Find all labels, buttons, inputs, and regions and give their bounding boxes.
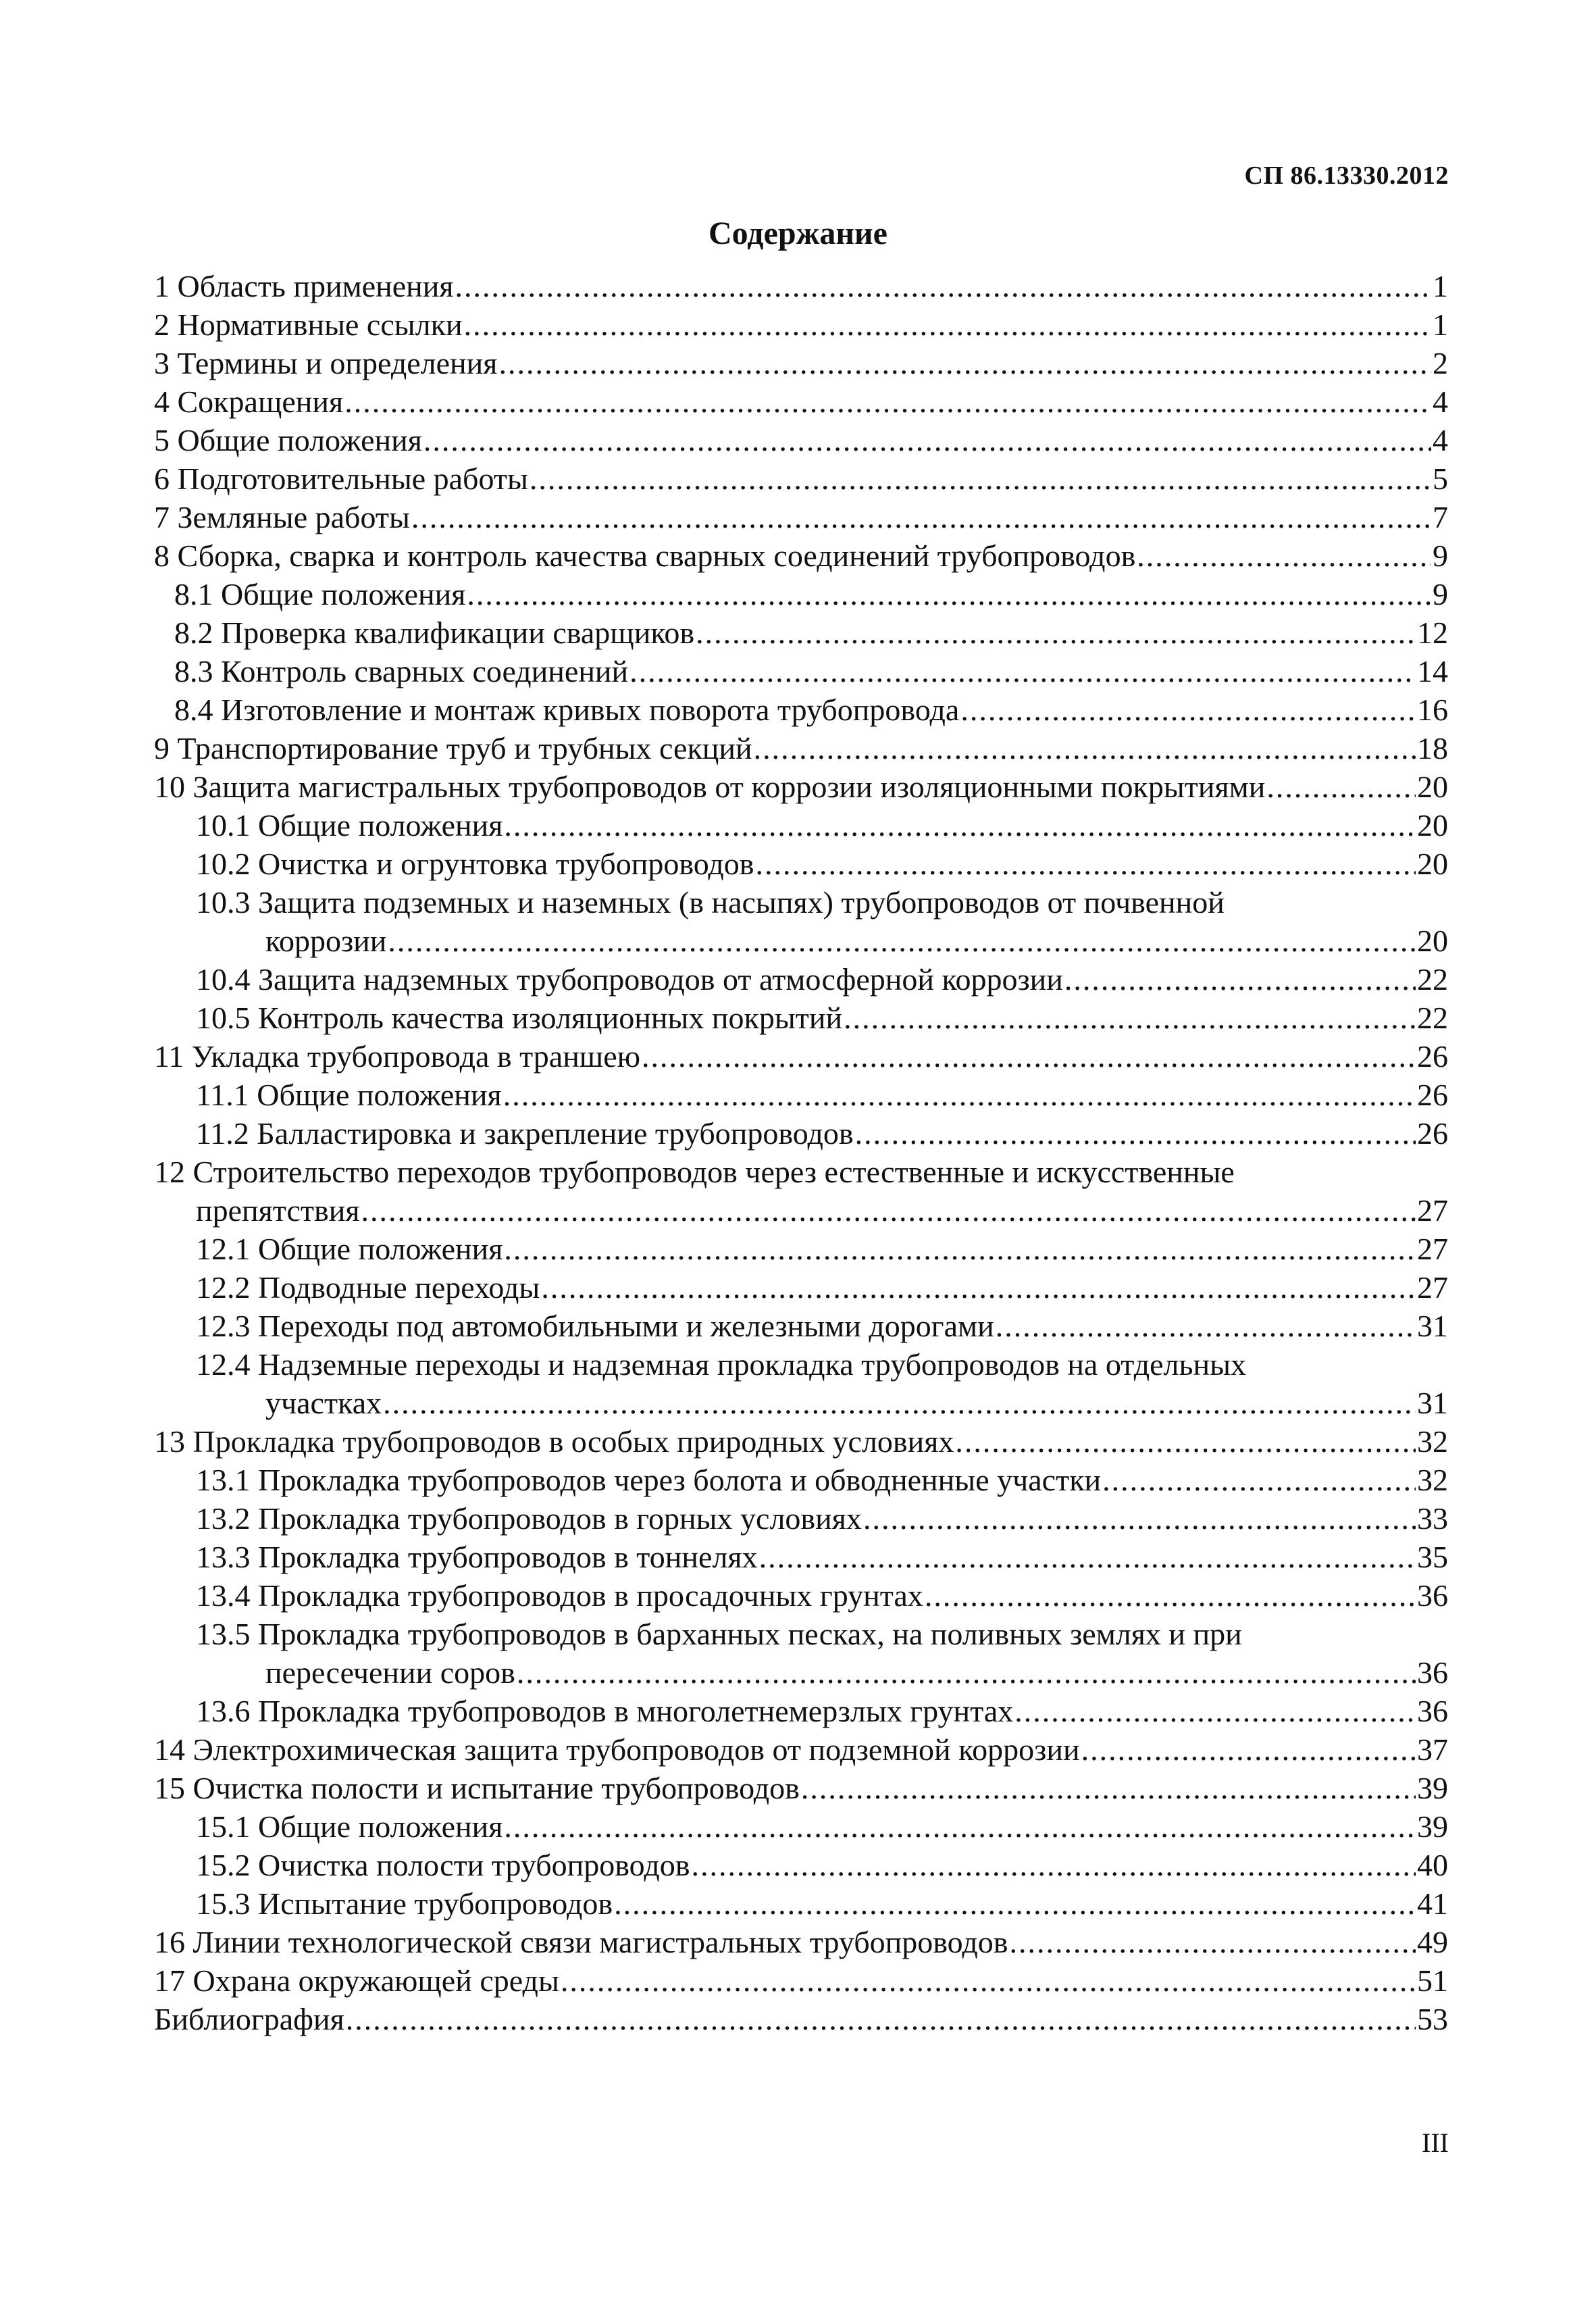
toc-entry-title: 9 Транспортирование труб и трубных секций [154,731,752,765]
toc-entry [154,1076,1448,1114]
toc-page-number: 20 [1417,808,1448,842]
toc-entry [154,1191,1448,1230]
document-code: СП 86.13330.2012 [1244,161,1449,190]
dot-leader [467,575,1431,613]
toc-entry [154,1653,1448,1692]
toc-page-number: 51 [1417,1963,1448,1998]
dot-leader [388,922,1416,960]
dot-leader [504,806,1416,845]
toc-page-number: 2 [1433,346,1448,380]
dot-leader [996,1307,1416,1345]
toc-entry [154,845,1448,883]
toc-page-number: 27 [1417,1232,1448,1266]
dot-leader [344,382,1431,421]
toc-entry [154,1846,1448,1884]
toc-page-number: 9 [1433,577,1448,611]
toc-page-number: 36 [1417,1694,1448,1728]
toc-page-number: 16 [1417,693,1448,727]
dot-leader [614,1884,1416,1923]
toc-entry-title: 13 Прокладка трубопроводов в особых природных условиях [154,1424,954,1459]
dot-leader [361,1191,1416,1230]
dot-leader [1009,1923,1416,1961]
toc-entry [154,1345,1448,1384]
dot-leader [754,729,1416,768]
toc-page-number: 12 [1417,615,1448,650]
dot-leader [504,1807,1416,1846]
toc-entry [154,652,1448,690]
toc-entry [154,421,1448,459]
toc-entry-title: 12.2 Подводные переходы [196,1270,540,1305]
toc-page-number: 27 [1417,1193,1448,1228]
toc-page-number: 26 [1417,1078,1448,1112]
dot-leader [960,690,1416,729]
toc-entry-title: Библиография [154,2002,344,2036]
toc-entry [154,883,1448,922]
dot-leader [541,1268,1416,1307]
toc-page-number: 41 [1417,1886,1448,1921]
toc-entry-title: 10.1 Общие положения [196,808,503,842]
toc-entry [154,344,1448,382]
toc-title: Содержание [709,216,887,251]
dot-leader [1266,768,1416,806]
dot-leader [1014,1692,1416,1730]
dot-leader [756,845,1416,883]
dot-leader [561,1961,1416,2000]
toc-entry-title: 10.2 Очистка и огрунтовка трубопроводов [196,847,754,881]
toc-entry [154,768,1448,806]
toc-entry [154,690,1448,729]
dot-leader [517,1653,1416,1692]
toc-entry [154,1268,1448,1307]
toc-entry-title: 13.1 Прокладка трубопроводов через болота и обводненные участки [196,1463,1102,1497]
toc-entry [154,382,1448,421]
toc-entry-title: 2 Нормативные ссылки [154,307,463,342]
toc-entry-title: 13.4 Прокладка трубопроводов в просадочных грунтах [196,1578,923,1613]
toc-page-number: 49 [1417,1925,1448,1959]
toc-entry [154,1114,1448,1153]
toc-entry [154,1730,1448,1769]
toc-page-number: 31 [1417,1386,1448,1420]
toc-page-number: 1 [1433,307,1448,342]
toc-page-number: 27 [1417,1270,1448,1305]
toc-entry-title: 12 Строительство переходов трубопроводов через естественные и искусственные [154,1155,1235,1189]
toc-entry-title: 8 Сборка, сварка и контроль качества сварных соединений трубопроводов [154,538,1136,573]
toc-entry [154,1307,1448,1345]
toc-entry [154,1576,1448,1615]
dot-leader [530,459,1431,498]
toc-page-number: 14 [1417,654,1448,688]
toc-page-number: 31 [1417,1309,1448,1343]
dot-leader [1102,1461,1416,1499]
toc-page-number: 9 [1433,538,1448,573]
toc-entry [154,1538,1448,1576]
toc-page-number: 1 [1433,269,1448,303]
dot-leader [629,652,1416,690]
toc-entry-title: 4 Сокращения [154,384,344,419]
toc-entry [154,1923,1448,1961]
toc-page-number: 37 [1417,1732,1448,1767]
dot-leader [925,1576,1416,1615]
toc-entry-title: 5 Общие положения [154,423,422,457]
toc-entry-title: 12.4 Надземные переходы и надземная прокладка трубопроводов на отдельных [196,1347,1247,1382]
toc-entry-title: 13.2 Прокладка трубопроводов в горных условиях [196,1501,862,1536]
toc-entry [154,1884,1448,1923]
toc-entry-title: 15.1 Общие положения [196,1809,503,1844]
toc-entry [154,498,1448,536]
toc-page-number: 4 [1433,423,1448,457]
toc-entry [154,1692,1448,1730]
toc-entry-title: 8.3 Контроль сварных соединений [174,654,629,688]
dot-leader [696,613,1416,652]
toc-page-number: 18 [1417,731,1448,765]
dot-leader [801,1769,1416,1807]
toc-entry [154,267,1448,305]
toc-entry [154,613,1448,652]
toc-entry-title: 6 Подготовительные работы [154,461,528,496]
toc-page-number: 20 [1417,770,1448,804]
toc-entry [154,1461,1448,1499]
dot-leader [855,1114,1416,1153]
toc-entry-title: пересечении соров [265,1655,515,1690]
toc-entry-title: 12.1 Общие положения [196,1232,503,1266]
toc-entry-title: 11 Укладка трубопровода в траншею [154,1039,641,1074]
dot-leader [464,305,1431,344]
toc-entry [154,1961,1448,2000]
toc-page-number: 32 [1417,1463,1448,1497]
toc-entry-title: 8.2 Проверка квалификации сварщиков [174,615,695,650]
toc-entry-title: 10.3 Защита подземных и наземных (в насыпях) трубопроводов от почвенной [196,885,1225,920]
toc-entry [154,1230,1448,1268]
toc-entry-title: 11.2 Балластировка и закрепление трубопроводов [196,1116,854,1151]
dot-leader [498,344,1431,382]
toc-entry-title: коррозии [265,924,387,958]
dot-leader [504,1230,1416,1268]
toc-entry-title: 12.3 Переходы под автомобильными и железными дорогами [196,1309,994,1343]
toc-page-number: 40 [1417,1848,1448,1882]
toc-entry-title: 7 Земляные работы [154,500,410,534]
toc-entry-title: 17 Охрана окружающей среды [154,1963,559,1998]
dot-leader [863,1499,1416,1538]
toc-entry-title: участках [265,1386,382,1420]
toc-entry [154,1153,1448,1191]
dot-leader [1064,960,1416,999]
dot-leader [423,421,1431,459]
toc-entry [154,960,1448,999]
toc-entry [154,922,1448,960]
dot-leader [1137,536,1431,575]
toc-entry [154,806,1448,845]
toc-page-number: 20 [1417,924,1448,958]
table-of-contents [154,267,1448,2038]
toc-entry [154,305,1448,344]
dot-leader [503,1076,1416,1114]
toc-page-number: 36 [1417,1578,1448,1613]
toc-page-number: 39 [1417,1809,1448,1844]
toc-entry [154,536,1448,575]
toc-entry-title: 3 Термины и определения [154,346,498,380]
toc-entry-title: 15.2 Очистка полости трубопроводов [196,1848,690,1882]
dot-leader [692,1846,1416,1884]
toc-entry-title: 13.5 Прокладка трубопроводов в барханных песках, на поливных землях и при [196,1617,1242,1651]
toc-entry [154,1807,1448,1846]
toc-entry-title: препятствия [196,1193,360,1228]
dot-leader [383,1384,1416,1422]
toc-page-number: 32 [1417,1424,1448,1459]
toc-entry [154,1037,1448,1076]
toc-entry-title: 13.3 Прокладка трубопроводов в тоннелях [196,1540,758,1574]
toc-entry-title: 11.1 Общие положения [196,1078,502,1112]
toc-entry [154,575,1448,613]
dot-leader [844,999,1416,1037]
toc-page-number: 33 [1417,1501,1448,1536]
toc-entry-title: 15 Очистка полости и испытание трубопроводов [154,1771,800,1805]
dot-leader [759,1538,1416,1576]
toc-entry [154,1615,1448,1653]
toc-entry-title: 10.5 Контроль качества изоляционных покрытий [196,1001,843,1035]
toc-page-number: 4 [1433,384,1448,419]
toc-entry [154,1769,1448,1807]
toc-page-number: 39 [1417,1771,1448,1805]
toc-page-number: 26 [1417,1039,1448,1074]
page-folio: III [1422,2128,1449,2158]
toc-entry-title: 13.6 Прокладка трубопроводов в многолетнемерзлых грунтах [196,1694,1014,1728]
toc-page-number: 36 [1417,1655,1448,1690]
toc-page-number: 7 [1433,500,1448,534]
dot-leader [642,1037,1416,1076]
toc-page-number: 22 [1417,962,1448,997]
toc-entry [154,459,1448,498]
toc-entry-title: 16 Линии технологической связи магистральных трубопроводов [154,1925,1008,1959]
toc-entry [154,1422,1448,1461]
dot-leader [955,1422,1416,1461]
toc-entry [154,1384,1448,1422]
toc-entry [154,729,1448,768]
dot-leader [1081,1730,1416,1769]
toc-page-number: 22 [1417,1001,1448,1035]
toc-entry [154,2000,1448,2038]
toc-page-number: 53 [1417,2002,1448,2036]
toc-page-number: 35 [1417,1540,1448,1574]
dot-leader [455,267,1431,305]
toc-page-number: 5 [1433,461,1448,496]
toc-entry-title: 8.1 Общие положения [174,577,466,611]
toc-entry-title: 15.3 Испытание трубопроводов [196,1886,613,1921]
toc-entry [154,999,1448,1037]
toc-entry-title: 8.4 Изготовление и монтаж кривых поворота трубопровода [174,693,960,727]
toc-entry-title: 14 Электрохимическая защита трубопроводов от подземной коррозии [154,1732,1080,1767]
toc-entry [154,1499,1448,1538]
dot-leader [411,498,1431,536]
toc-page-number: 20 [1417,847,1448,881]
toc-entry-title: 10.4 Защита надземных трубопроводов от атмосферной коррозии [196,962,1063,997]
toc-entry-title: 10 Защита магистральных трубопроводов от коррозии изоляционными покрытиями [154,770,1266,804]
dot-leader [346,2000,1416,2038]
toc-page-number: 26 [1417,1116,1448,1151]
toc-entry-title: 1 Область применения [154,269,454,303]
